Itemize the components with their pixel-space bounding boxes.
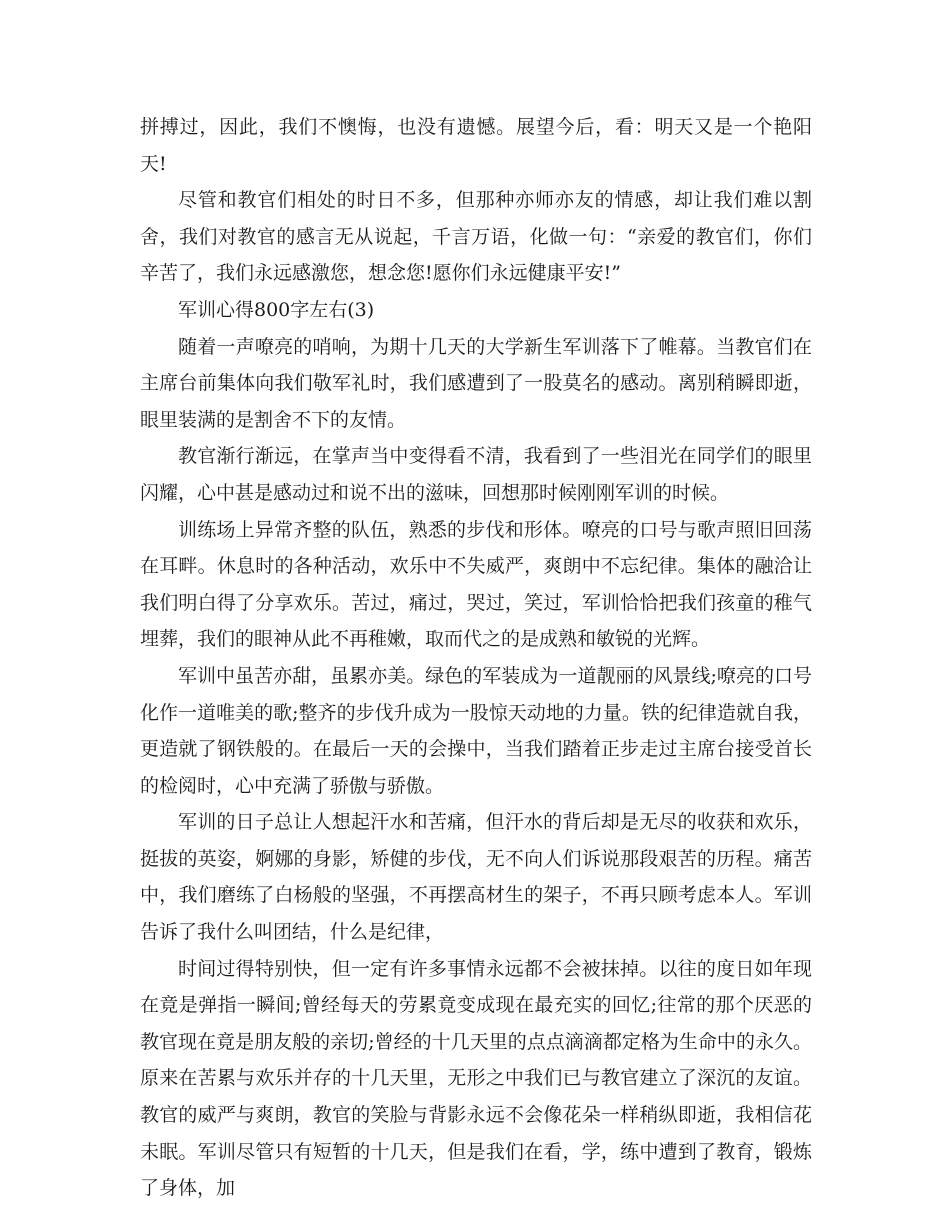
paragraph: 训练场上异常齐整的队伍，熟悉的步伐和形体。嘹亮的口号与歌声照旧回荡在耳畔。休息时的各种活动，欢乐中不失威严，爽朗中不忘纪律。集体的融洽让我们明白得了分享欢乐。苦过，痛过，哭过，笑过，军训恰恰把我们孩童的稚气埋葬，我们的眼神从此不再稚嫩，取而代之的是成熟和敏锐的光辉。 xyxy=(140,518,812,651)
paragraph: 尽管和教官们相处的时日不多，但那种亦师亦友的情感，却让我们难以割舍，我们对教官的感言无从说起，千言万语，化做一句：“亲爱的教官们，你们辛苦了，我们永远感激您，想念您!愿你们永远健康平安!” xyxy=(140,189,812,285)
paragraph-continuation: 拼搏过，因此，我们不懊悔，也没有遗憾。展望今后，看：明天又是一个艳阳天! xyxy=(140,116,812,175)
paragraph: 教官渐行渐远，在掌声当中变得看不清，我看到了一些泪光在同学们的眼里闪耀，心中甚是感动过和说不出的滋味，回想那时候刚刚军训的时候。 xyxy=(140,445,812,504)
paragraph: 军训的日子总让人想起汗水和苦痛，但汗水的背后却是无尽的收获和欢乐，挺拔的英姿，婀娜的身影，矫健的步伐，无不向人们诉说那段艰苦的历程。痛苦中，我们磨练了白杨般的坚强，不再摆高材生的架子，不再只顾考虑本人。军训告诉了我什么叫团结，什么是纪律， xyxy=(140,811,812,944)
paragraph: 军训中虽苦亦甜，虽累亦美。绿色的军装成为一道靓丽的风景线;嘹亮的口号化作一道唯美的歌;整齐的步伐升成为一股惊天动地的力量。铁的纪律造就自我，更造就了钢铁般的。在最后一天的会操中，当我们踏着正步走过主席台接受首长的检阅时，心中充满了骄傲与骄傲。 xyxy=(140,664,812,797)
document-body xyxy=(140,109,812,1207)
section-heading: 军训心得800字左右(3) xyxy=(178,298,375,321)
paragraph: 随着一声嘹亮的哨响，为期十几天的大学新生军训落下了帷幕。当教官们在主席台前集体向我们敬军礼时，我们感遭到了一股莫名的感动。离别稍瞬即逝，眼里装满的是割舍不下的友情。 xyxy=(140,335,812,431)
paragraph: 时间过得特别快，但一定有许多事情永远都不会被抹掉。以往的度日如年现在竟是弹指一瞬间;曾经每天的劳累竟变成现在最充实的回忆;往常的那个厌恶的教官现在竟是朋友般的亲切;曾经的十几天里的点点滴滴都定格为生命中的永久。原来在苦累与欢乐并存的十几天里，无形之中我们已与教官建立了深沉的友谊。教官的威严与爽朗，教官的笑脸与背影永远不会像花朵一样稍纵即逝，我相信花未眠。军训尽管只有短暂的十几天，但是我们在看，学，练中遭到了教育，锻炼了身体，加 xyxy=(140,957,812,1200)
